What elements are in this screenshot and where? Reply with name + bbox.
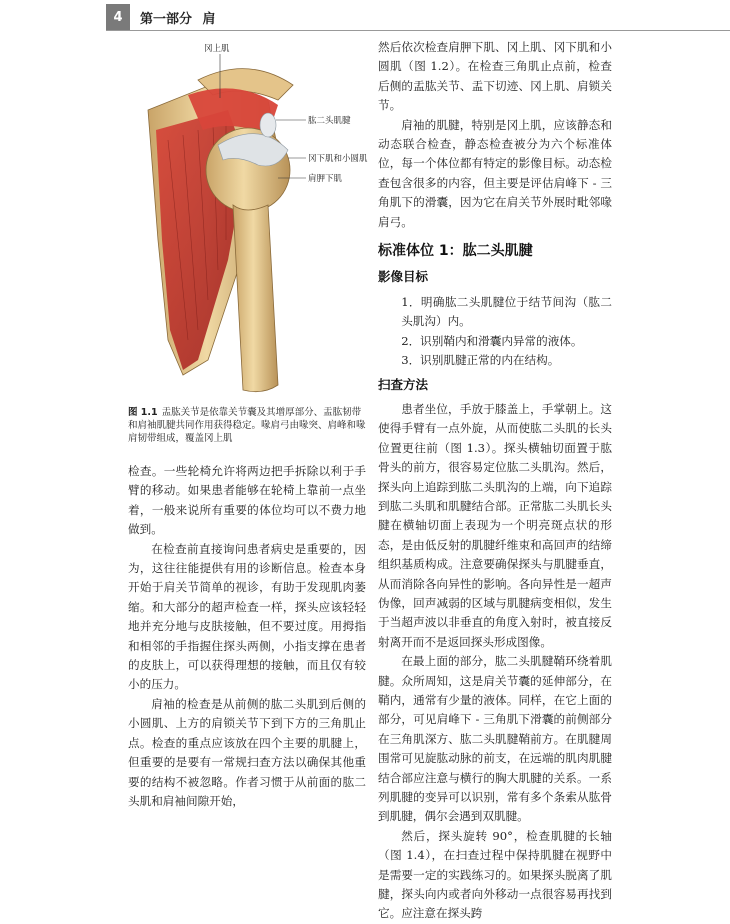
subtitle-goals: 影像目标	[378, 269, 429, 285]
page-number: 4	[106, 4, 130, 30]
right-paragraph-3: 患者坐位，手放于膝盖上，手掌朝上。这使得手臂有一点外旋，从而使肱二头肌的长头位置更往前（图 1.3）。探头横轴切面置于肱骨头的前方，很容易定位肱二头肌沟。然后，探头向上追踪到肱二头肌沟的上端，向下追踪到肱二头肌和肌腱结合部。正常肱二头肌长头腱在横轴切面上表现为一个明亮斑点状的形态，是由低反射的肌腱纤维束和高回声的结缔组织基质构成。注意要确保探头与肌腱垂直，从而消除各向异性的影响。各向异性是一超声伪像，回声减弱的区域与肌腱病变相似，发生于当超声波以非垂直的角度入射时，被直接反射离开而不是返回探头形成图像。	[378, 401, 612, 649]
label-supraspinatus: 冈上肌	[204, 44, 230, 54]
running-header	[106, 0, 730, 30]
biceps-tendon-shape	[260, 113, 276, 137]
label-biceps-tendon: 肱二头肌腱	[308, 116, 351, 126]
shoulder-illustration	[128, 40, 368, 400]
shoulder-anatomy-figure	[128, 40, 368, 400]
left-paragraph-2: 在检查前直接询问患者病史是重要的，因为，这往往能提供有用的诊断信息。检查本身开始于肩关节简单的视诊，有助于发现肌肉萎缩。和大部分的超声检查一样，探头应该轻轻地并充分地与皮肤接触，但不要过度。用拇指和相邻的手指握住探头两侧，小指支撑在患者的皮肤上，可以获得理想的接触，而且仅有较小的压力。	[128, 541, 366, 692]
section-title: 标准体位 1：肱二头肌腱	[378, 243, 533, 260]
right-column	[378, 38, 612, 924]
goal-item: 2．识别鞘内和滑囊内异常的液体。	[401, 333, 583, 348]
left-paragraph-3: 肩袖的检查是从前侧的肱二头肌到后侧的小圆肌、上方的肩锁关节下到下方的三角肌止点。检查的重点应该放在四个主要的肌腱上，但重要的是要有一常规扫查方法以确保其他重要的结构不被忽略。作者习惯于从前面的肱二头肌和肩袖间隙开始，	[128, 696, 366, 808]
label-infraspinatus-teres: 冈下肌和小圆肌	[308, 154, 368, 164]
right-paragraph-4: 在最上面的部分，肱二头肌腱鞘环绕着肌腱。众所周知，这是肩关节囊的延伸部分，在鞘内，通常有少量的液体。同样，在它上面的部分，可见肩峰下 - 三角肌下滑囊的前侧部分在三角肌深方、肱二头肌腱鞘前方。在肌腱周围常可见旋肱动脉的前支，在远端的肌肉肌腱结合部应注意与横行的胸大肌腱的关系。一系列肌腱的变异可以识别，常有多个条索从肱骨到肌腱，偶尔会遇到双肌腱。	[378, 654, 612, 824]
goal-item: 1．明确肱二头肌腱位于结节间沟（肱二头肌沟）内。	[401, 294, 612, 329]
right-paragraph-5: 然后，探头旋转 90°，检查肌腱的长轴（图 1.4），在扫查过程中保持肌腱在视野中是需要一定的实践练习的。如果探头脱离了肌腱，探头向内或者向外移动一点很容易再找到它。应注意在探头跨	[378, 828, 612, 921]
figure-caption	[128, 406, 368, 445]
header-part: 第一部分	[140, 12, 193, 27]
subtitle-method: 扫查方法	[378, 376, 429, 392]
caption-text: 盂肱关节是依靠关节囊及其增厚部分、盂肱韧带和肩袖肌腱共同作用获得稳定。喙肩弓由喙突、肩峰和喙肩韧带组成，覆盖冈上肌	[128, 407, 366, 444]
goal-item: 3．识别肌腱正常的内在结构。	[401, 353, 560, 368]
caption-number: 图 1.1	[128, 407, 158, 418]
header-title	[140, 8, 222, 27]
header-part-title: 肩	[202, 12, 216, 27]
right-paragraph-2: 肩袖的肌腱，特别是冈上肌，应该静态和动态联合检查，静态检查被分为六个标准体位，每一个体位都有特定的影像目标。动态检查包含很多的内容，但主要是评估肩峰下 - 三角肌下的滑囊，因为它在肩关节外展时毗邻喙肩弓。	[378, 117, 612, 229]
label-deltoid: 肩胛下肌	[308, 174, 343, 184]
goals-list	[378, 293, 612, 371]
left-paragraph-1: 检查。一些轮椅允许将两边把手拆除以利于手臂的移动。如果患者能够在轮椅上靠前一点坐着，一般来说所有重要的体位均可以不费力地做到。	[128, 464, 366, 537]
left-column	[128, 462, 366, 811]
right-paragraph-1: 然后依次检查肩胛下肌、冈上肌、冈下肌和小圆肌（图 1.2）。在检查三角肌止点前，检查后侧的盂肱关节、盂下切迹、冈上肌、肩锁关节。	[378, 40, 612, 113]
header-rule	[106, 30, 730, 31]
